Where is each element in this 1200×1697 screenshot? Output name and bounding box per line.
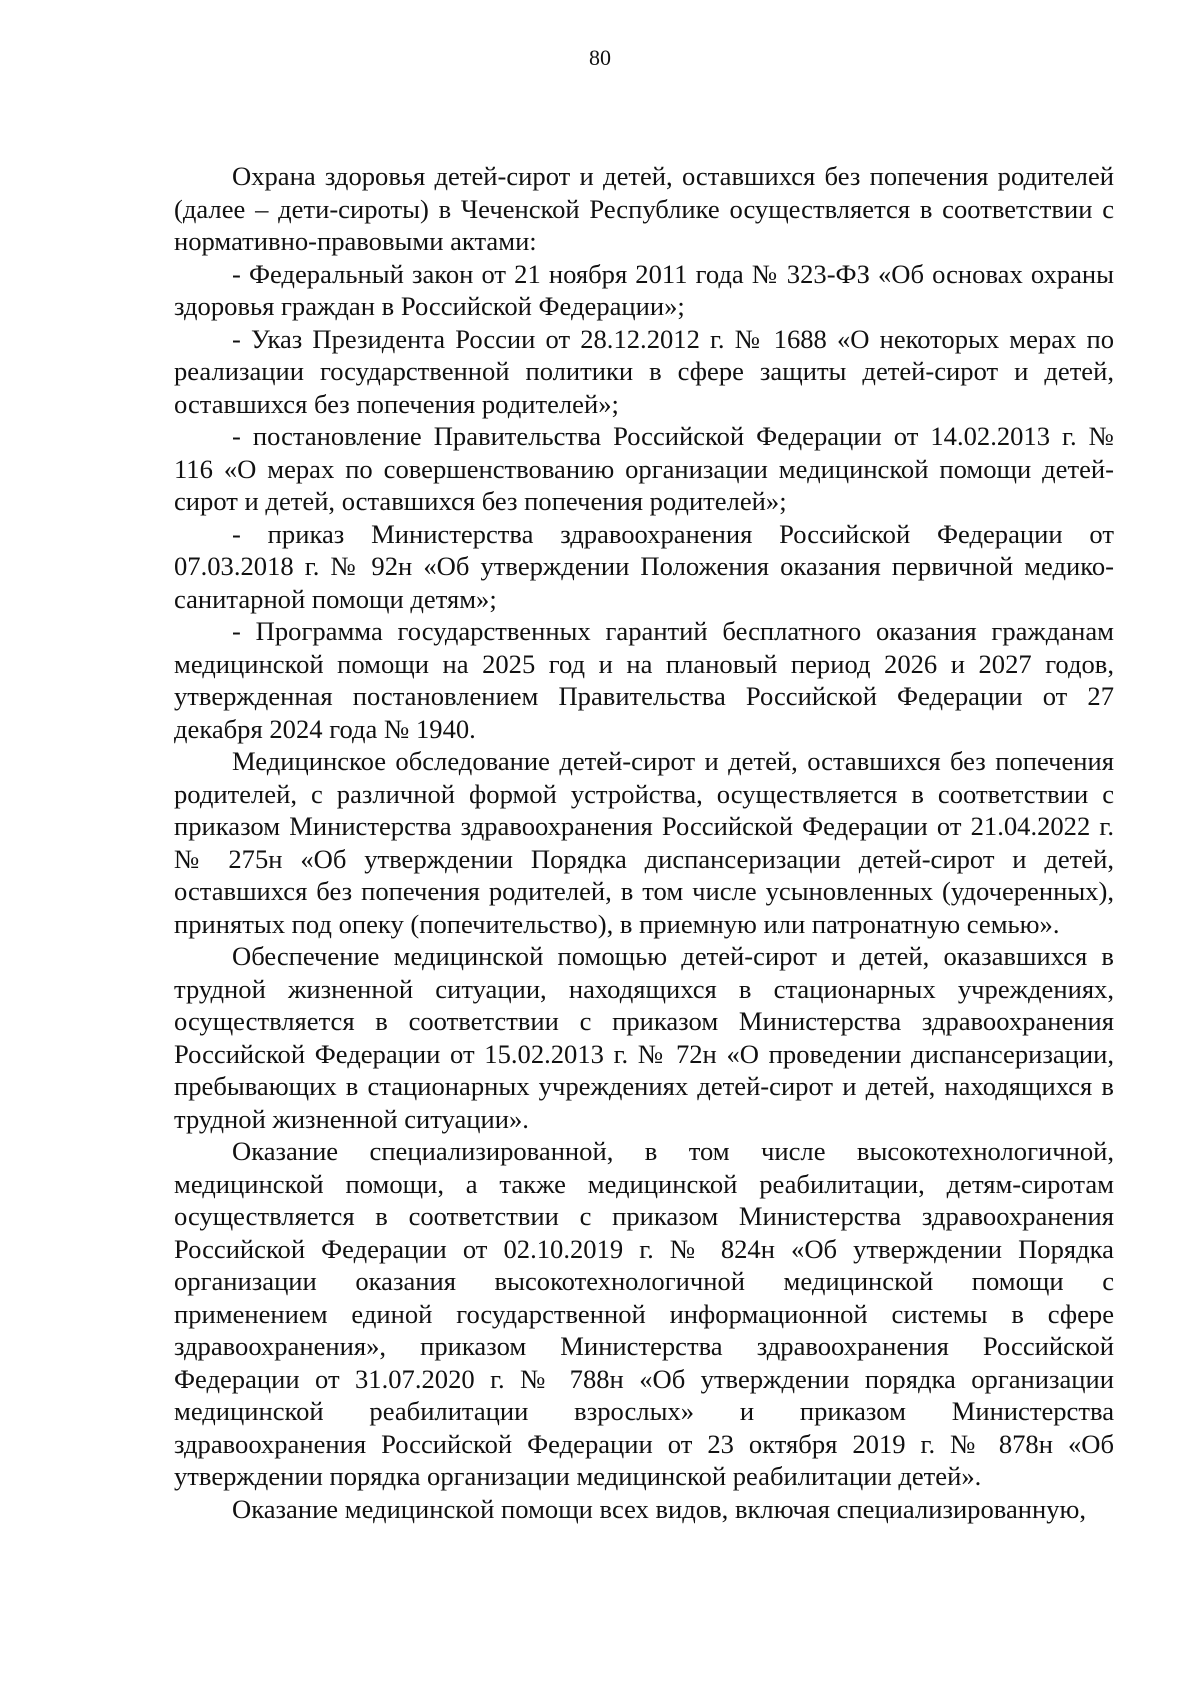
paragraph-all-types-care: Оказание медицинской помощи всех видов, включая специализированную, <box>232 1493 1087 1524</box>
paragraph-medical-care-provision: Обеспечение медицинской помощью детей-сирот и детей, оказавшихся в трудной жизненной ситуации, находящихся в стационарных учреждениях, осуществляется в соответствии с приказом Министерства здравоохранения Российской Федерации от 15.02.2013 г. № 72н «О проведении диспансеризации, пребывающих в стационарных учреждениях детей-сирот и детей, находящихся в трудной жизненной ситуации». <box>174 941 1114 1134</box>
list-item-ministry-order: - приказ Министерства здравоохранения Российской Федерации от 07.03.2018 г. № 92н «Об утверждении Положения оказания первичной медико-санитарной помощи детям»; <box>174 518 1114 614</box>
list-item-government-resolution: - постановление Правительства Российской Федерации от 14.02.2013 г. № 116 «О мерах по совершенствованию организации медицинской помощи детей-сирот и детей, оставшихся без попечения родителей»; <box>174 421 1114 516</box>
paragraph-specialized-care: Оказание специализированной, в том числе высокотехнологичной, медицинской помощи, а также медицинской реабилитации, детям-сиротам осуществляется в соответствии с приказом Министерства здравоохранения Российской Федерации от 02.10.2019 г. № 824н «Об утверждении Порядка организации оказания высокотехнологичной медицинской помощи с применением единой государственной информационной системы в сфере здравоохранения», приказом Министерства здравоохранения Российской Федерации от 31.07.2020 г. № 788н «Об утверждении порядка организации медицинской реабилитации взрослых» и приказом Министерства здравоохранения Российской Федерации от 23 октября 2019 г. № 878н «Об утверждении порядка организации медицинской реабилитации детей». <box>174 1136 1114 1491</box>
document-body <box>174 160 1114 1525</box>
list-item-federal-law: - Федеральный закон от 21 ноября 2011 года № 323-ФЗ «Об основах охраны здоровья граждан в Российской Федерации»; <box>174 258 1114 321</box>
paragraph-medical-examination: Медицинское обследование детей-сирот и детей, оставшихся без попечения родителей, с различной формой устройства, осуществляется в соответствии с приказом Министерства здравоохранения Российской Федерации от 21.04.2022 г. № 275н «Об утверждении Порядка диспансеризации детей-сирот и детей, оставшихся без попечения родителей, в том числе усыновленных (удочеренных), принятых под опеку (попечительство), в приемную или патронатную семью». <box>174 746 1114 939</box>
list-item-state-guarantees-program: - Программа государственных гарантий бесплатного оказания гражданам медицинской помощи на 2025 год и на плановый период 2026 и 2027 годов, утвержденная постановлением Правительства Российской Федерации от 27 декабря 2024 года № 1940. <box>174 616 1114 744</box>
paragraph-intro: Охрана здоровья детей-сирот и детей, оставшихся без попечения родителей (далее – дети-сироты) в Чеченской Республике осуществляется в соответствии с нормативно-правовыми актами: <box>174 161 1114 256</box>
list-item-presidential-decree: - Указ Президента России от 28.12.2012 г. № 1688 «О некоторых мерах по реализации государственной политики в сфере защиты детей-сирот и детей, оставшихся без попечения родителей»; <box>174 323 1114 419</box>
page-number: 80 <box>589 45 611 70</box>
